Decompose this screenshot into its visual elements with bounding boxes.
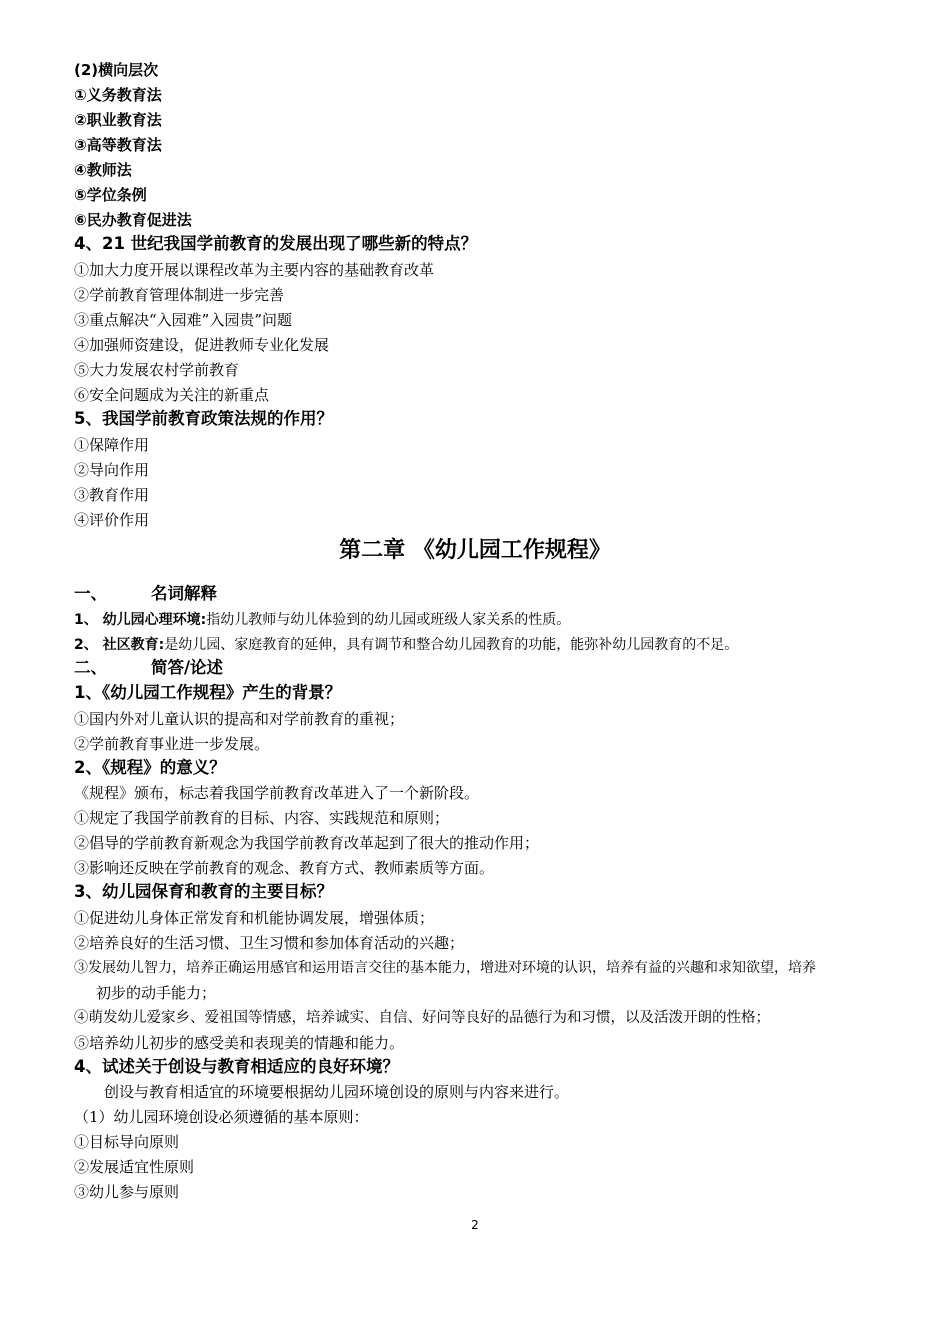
paragraph: 《规程》颁布，标志着我国学前教育改革进入了一个新阶段。 bbox=[74, 784, 480, 802]
list-item: ③幼儿参与原则 bbox=[74, 1183, 180, 1201]
list-item: ③高等教育法 bbox=[74, 136, 162, 154]
definition-term: 2、 社区教育: bbox=[74, 637, 165, 653]
list-item: ④教师法 bbox=[74, 161, 132, 179]
list-item: ②学前教育管理体制进一步完善 bbox=[74, 286, 285, 304]
list-item: ④萌发幼儿爱家乡、爱祖国等情感，培养诚实、自信、好问等良好的品德行为和习惯，以及活泼开朗的性格； bbox=[74, 1010, 770, 1026]
question-heading: 5、我国学前教育政策法规的作用？ bbox=[74, 409, 333, 428]
sub-heading: （1）幼儿园环境创设必须遵循的基本原则： bbox=[74, 1108, 369, 1126]
question-heading: 2、《规程》的意义？ bbox=[74, 758, 226, 777]
list-item: ⑤培养幼儿初步的感受美和表现美的情趣和能力。 bbox=[74, 1034, 405, 1052]
question-heading: 4、试述关于创设与教育相适应的良好环境？ bbox=[74, 1057, 399, 1076]
heading-horizontal-level: (2)横向层次 bbox=[74, 61, 159, 79]
definition-term: 1、 幼儿园心理环境: bbox=[74, 612, 207, 628]
question-heading: 1、《幼儿园工作规程》产生的背景？ bbox=[74, 683, 342, 702]
list-item: ②倡导的学前教育新观念为我国学前教育改革起到了很大的推动作用； bbox=[74, 834, 540, 852]
list-item: ②发展适宜性原则 bbox=[74, 1158, 195, 1176]
section-number: 二、 bbox=[74, 658, 107, 677]
section-heading bbox=[74, 582, 217, 606]
list-item: ③发展幼儿智力，培养正确运用感官和运用语言交往的基本能力，增进对环境的认识，培养有益的兴趣和求知欲望，培养 bbox=[74, 960, 816, 976]
list-item-continuation: 初步的动手能力； bbox=[96, 984, 217, 1002]
section-title: 名词解释 bbox=[151, 584, 217, 603]
list-item: ①促进幼儿身体正常发育和机能协调发展，增强体质； bbox=[74, 909, 435, 927]
list-item: ②学前教育事业进一步发展。 bbox=[74, 735, 270, 753]
question-heading: 4、21 世纪我国学前教育的发展出现了哪些新的特点？ bbox=[74, 234, 478, 253]
paragraph: 创设与教育相适宜的环境要根据幼儿园环境创设的原则与内容来进行。 bbox=[104, 1083, 570, 1101]
chapter-title: 第二章 《幼儿园工作规程》 bbox=[339, 538, 611, 563]
definition bbox=[74, 633, 738, 657]
definition bbox=[74, 608, 570, 632]
question-heading: 3、幼儿园保育和教育的主要目标？ bbox=[74, 882, 333, 901]
list-item: ③教育作用 bbox=[74, 486, 150, 504]
list-item: ⑤大力发展农村学前教育 bbox=[74, 361, 240, 379]
list-item: ⑥安全问题成为关注的新重点 bbox=[74, 386, 270, 404]
list-item: ②导向作用 bbox=[74, 461, 150, 479]
section-title: 简答/论述 bbox=[151, 658, 224, 677]
list-item: ①加大力度开展以课程改革为主要内容的基础教育改革 bbox=[74, 261, 435, 279]
section-heading bbox=[74, 656, 223, 680]
list-item: ②职业教育法 bbox=[74, 111, 162, 129]
list-item: ④评价作用 bbox=[74, 511, 150, 529]
list-item: ③影响还反映在学前教育的观念、教育方式、教师素质等方面。 bbox=[74, 859, 495, 877]
list-item: ②培养良好的生活习惯、卫生习惯和参加体育活动的兴趣； bbox=[74, 934, 465, 952]
list-item: ⑤学位条例 bbox=[74, 186, 147, 204]
list-item: ①保障作用 bbox=[74, 436, 150, 454]
list-item: ①国内外对儿童认识的提高和对学前教育的重视； bbox=[74, 710, 405, 728]
list-item: ①义务教育法 bbox=[74, 86, 162, 104]
list-item: ⑥民办教育促进法 bbox=[74, 211, 192, 229]
page-number: 2 bbox=[471, 1218, 479, 1232]
list-item: ④加强师资建设，促进教师专业化发展 bbox=[74, 336, 330, 354]
section-number: 一、 bbox=[74, 584, 107, 603]
list-item: ①目标导向原则 bbox=[74, 1133, 180, 1151]
definition-text: 指幼儿教师与幼儿体验到的幼儿园或班级人家关系的性质。 bbox=[206, 612, 571, 628]
list-item: ③重点解决“入园难”入园贵”问题 bbox=[74, 311, 293, 329]
definition-text: 是幼儿园、家庭教育的延伸，具有调节和整合幼儿园教育的功能，能弥补幼儿园教育的不足。 bbox=[164, 637, 739, 653]
list-item: ①规定了我国学前教育的目标、内容、实践规范和原则； bbox=[74, 809, 450, 827]
